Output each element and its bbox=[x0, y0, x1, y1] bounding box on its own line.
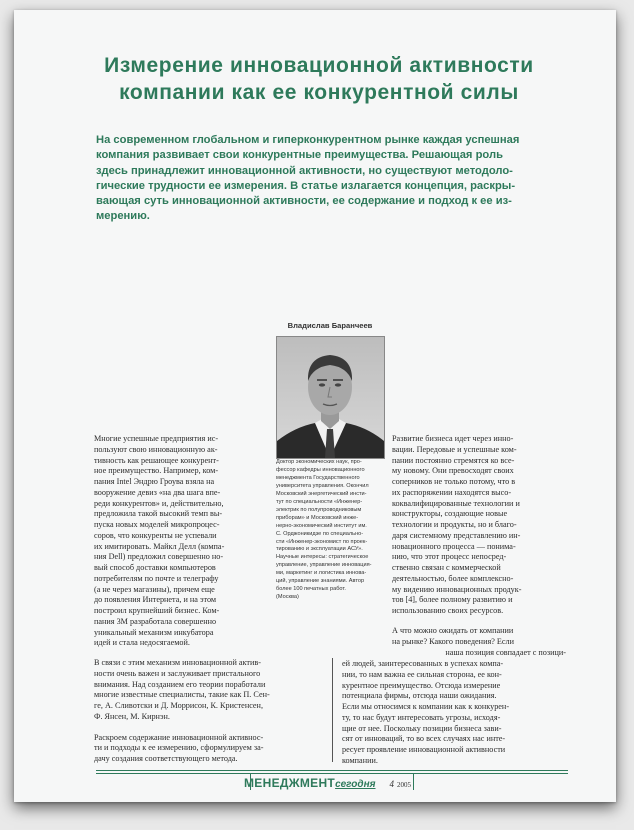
right-question-text bbox=[392, 626, 566, 658]
text-line: соров, что конкуренты не успевали bbox=[94, 530, 217, 540]
left-column-text bbox=[94, 434, 268, 649]
text-line: пания 3М разработала совершенно bbox=[94, 616, 217, 626]
text-line: Ф. Янсен, М. Кирнэн. bbox=[94, 711, 170, 721]
text-line: на рынке? Какого поведения? Если bbox=[392, 636, 514, 646]
column-divider bbox=[332, 658, 333, 762]
issue-year: 2005 bbox=[397, 781, 411, 789]
text-line: реди конкурентов» и, действительно, bbox=[94, 498, 224, 508]
bio-line: нерно-экономический институт им. bbox=[276, 522, 367, 529]
text-line: вооружение девиз «на два шага впе- bbox=[94, 487, 221, 497]
text-line: ти и подходы к ее измерению, сформулируем за- bbox=[94, 743, 264, 753]
text-line: тивность как решающее конкурент- bbox=[94, 455, 219, 465]
text-line: новационного процесса — понима- bbox=[392, 541, 516, 551]
text-line: потребителям по почте и телеграфу bbox=[94, 573, 219, 583]
bio-line: сти «Инженер-экономист по проек- bbox=[276, 538, 368, 545]
title-line-1: Измерение инновационной активности bbox=[104, 54, 534, 77]
lead-line: На современном глобальном и гиперконкурентном рынке каждая успешная bbox=[96, 134, 520, 146]
text-line: щие от нее. Поскольку позиции бизнеса зави- bbox=[342, 723, 502, 733]
text-line: Развитие бизнеса идет через инно- bbox=[392, 434, 514, 443]
bio-line: (Москва) bbox=[276, 594, 299, 601]
right-column-text bbox=[392, 434, 566, 617]
text-line: Если мы относимся к компании как к конкурен- bbox=[342, 702, 510, 711]
text-line: курентное преимущество. Отсюда измерение bbox=[342, 680, 501, 690]
text-line: конструкторы, создающие новые bbox=[392, 509, 508, 519]
magazine-logo: МЕНЕДЖМЕНТ bbox=[244, 776, 336, 790]
text-line: ту, то нас будут интересовать угрозы, исходя- bbox=[342, 712, 501, 722]
text-line: внимания. Над созданием его теории поработали bbox=[94, 679, 266, 689]
lead-line: компания развивает свои конкурентные преимущества. Решающая роль bbox=[96, 149, 503, 162]
bio-line: фессор кафедры инновационного bbox=[276, 466, 365, 473]
text-line: идей и стала недосягаемой. bbox=[94, 638, 190, 648]
article-title bbox=[74, 52, 564, 106]
title-line-2: компании как ее конкурентной силы bbox=[119, 81, 519, 104]
text-line: потенциала фирмы, отсюда наши ожидания. bbox=[342, 691, 497, 701]
text-line: вации. Передовые и успешные ком- bbox=[392, 444, 517, 454]
author-name: Владислав Баранчеев bbox=[287, 321, 373, 330]
bio-line: Доктор экономических наук, про- bbox=[276, 459, 362, 465]
bio-line: ми, маркетинг и логистика иннова- bbox=[276, 570, 367, 577]
text-line: пуска новых моделей микропроцес- bbox=[94, 520, 220, 529]
magazine-logo-sub: сегодня bbox=[335, 779, 376, 790]
portrait-image bbox=[277, 337, 384, 458]
text-line: тов [4], более полному развитию и bbox=[392, 595, 513, 605]
issue-number: 4 bbox=[389, 779, 394, 789]
text-line: ге, А. Сливотски и Д. Моррисон, К. Кристенсен, bbox=[94, 701, 263, 710]
magazine-page bbox=[14, 10, 616, 802]
text-line: даря системному представлению ин- bbox=[392, 530, 521, 540]
bio-line: более 100 печатных работ. bbox=[276, 586, 346, 593]
lead-line: здесь принадлежит инновационной активности, но существуют методоло- bbox=[96, 164, 513, 177]
text-line: использованию своих ресурсов. bbox=[392, 606, 504, 615]
text-line: до появления Интернета, и на этом bbox=[94, 595, 217, 605]
author-bio bbox=[276, 459, 384, 602]
text-line: наша позиция совпадает с позици- bbox=[445, 647, 566, 657]
text-line: Многие успешные предприятия ис- bbox=[94, 434, 219, 443]
text-line: предложила такой высокий темп вы- bbox=[94, 509, 223, 519]
text-line: ности очень важен и заслуживает пристального bbox=[94, 668, 261, 678]
bio-line: менеджмента Государственного bbox=[276, 474, 360, 481]
text-line: коквалифицированные технологии и bbox=[392, 498, 520, 508]
text-line: пользуют свою инновационную ак- bbox=[94, 444, 218, 454]
text-line: Раскроем содержание инновационной активнос- bbox=[94, 732, 264, 742]
text-line: компании. bbox=[342, 755, 378, 765]
footer bbox=[244, 776, 411, 790]
text-line: ния Dell) предложил совершенно но- bbox=[94, 552, 224, 562]
text-line: дачу создания соответствующего метода. bbox=[94, 754, 238, 763]
author-photo bbox=[276, 336, 385, 459]
text-line: ное преимущество. Например, ком- bbox=[94, 466, 219, 476]
text-line: построил крупнейший бизнес. Ком- bbox=[94, 606, 220, 615]
text-line: ресует проявление инновационной активности bbox=[342, 745, 506, 754]
lead-line: вающая суть инновационной активности, ее содержание и подход к ее из- bbox=[96, 195, 512, 208]
bio-line: университета управления. Окончил bbox=[276, 482, 369, 489]
text-line: технологии и продукты, но и благо- bbox=[392, 520, 517, 529]
bio-line: ций, управление знаниями. Автор bbox=[276, 578, 365, 585]
lead-line: гические трудности ее измерения. В статье излагается концепция, раскры- bbox=[96, 179, 516, 192]
right-bottom-text bbox=[342, 659, 568, 767]
text-line: вый способ доставки компьютеров bbox=[94, 563, 216, 572]
text-line: их распоряжении находятся высо- bbox=[392, 487, 512, 497]
bio-line: Научные интересы: стратегическое bbox=[276, 554, 369, 561]
left-bottom-text bbox=[94, 658, 320, 765]
bio-line: приборам» и Московский инже- bbox=[276, 514, 359, 521]
bio-line: тут по специальности «Инженер- bbox=[276, 498, 363, 505]
text-line: деятельностью, более комплексно- bbox=[392, 573, 514, 583]
text-line: ственно связан с коммерческой bbox=[392, 563, 501, 572]
text-line: А что можно ожидать от компании bbox=[392, 626, 514, 635]
bio-line: электрик по полупроводниковым bbox=[276, 506, 362, 513]
article-lead bbox=[96, 133, 576, 225]
text-line: многие известные специалисты, такие как П. Сен- bbox=[94, 690, 270, 700]
text-line: нии, то нам важна ее сильная сторона, ее кон- bbox=[342, 669, 502, 679]
bio-line: Московский энергетический инсти- bbox=[276, 490, 367, 497]
text-line: нию, что этот процесс непосред- bbox=[392, 552, 507, 562]
text-line: му новому. Они превосходят своих bbox=[392, 466, 514, 476]
text-line: му видению инновационных продук- bbox=[392, 584, 522, 594]
text-line: ей людей, заинтересованных в успехах компа- bbox=[342, 659, 504, 668]
bio-line: тированию и эксплуатации АСУ». bbox=[276, 546, 363, 553]
text-line: сят от инноваций, то во всех случаях нас инте- bbox=[342, 734, 506, 744]
lead-line: мерению. bbox=[96, 210, 150, 223]
text-line: пании постоянно стремятся ко все- bbox=[392, 455, 515, 465]
text-line: (а не через магазины), причем еще bbox=[94, 584, 215, 594]
text-line: уникальный механизм инкубатора bbox=[94, 627, 214, 637]
bio-line: С. Орджоникидзе по специально- bbox=[276, 530, 364, 537]
text-line: соперников не только потому, что в bbox=[392, 477, 516, 486]
text-line: пания Intel Эндрю Гроува взяла на bbox=[94, 477, 215, 486]
paragraph-gap bbox=[94, 723, 320, 733]
text-line: их имитировать. Майкл Делл (компа- bbox=[94, 541, 225, 551]
text-line: В связи с этим механизм инновационной актив- bbox=[94, 658, 261, 667]
bio-line: управление, управление инновация- bbox=[276, 562, 372, 569]
